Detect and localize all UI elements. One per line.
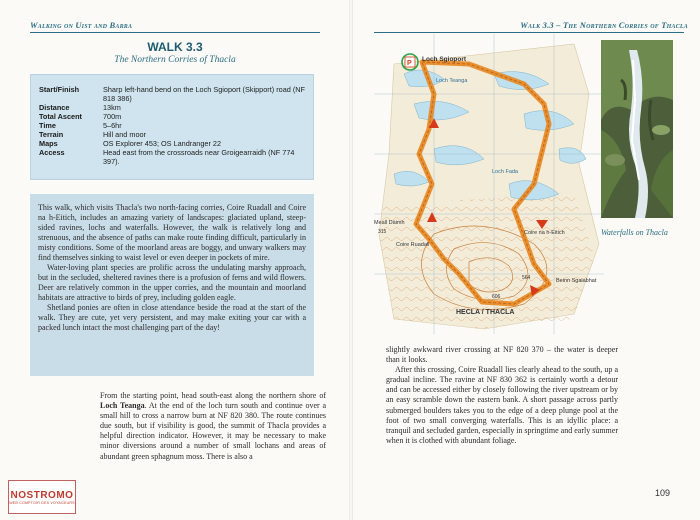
info-value: Head east from the crossroads near Groigearraidh (NF 774 397). bbox=[103, 148, 295, 166]
waterfall-photo bbox=[601, 40, 673, 218]
right-page bbox=[352, 0, 700, 520]
body-text-right bbox=[386, 345, 618, 446]
route-map bbox=[374, 34, 604, 334]
map-label-beinn-sgalabhat: Beinn Sgalabhat bbox=[556, 278, 597, 284]
body-paragraph: After this crossing, Coire Ruadall lies clearly ahead to the south, up a gradual incline. The ravine at NF 830 362 is certainly worth a detour and can be accessed either by closely following the river upstream or by an easy scramble down the eastern bank. A short passage across partly submerged boulders takes you to the edge of a deep plunge pool at the foot of two small converging waterfalls. This is an idyllic place: a tranquil and secluded garden, especially in springtime and early summer when it is clothed with abundant foliage. bbox=[386, 365, 618, 445]
intro-box bbox=[30, 194, 314, 376]
logo-subtext: WEB COMPTOIR DES VOYAGEURS bbox=[9, 500, 75, 505]
body-text-left bbox=[100, 391, 326, 462]
walk-subtitle: The Northern Corries of Thacla bbox=[114, 55, 236, 65]
intro-paragraph: Shetland ponies are often in close attendance beside the road at the start of the walk. They are cute, yet very persistent, and may make exiting your car with a packed lunch intact the most challenging part of the day! bbox=[38, 303, 306, 332]
running-head: Walk 3.3 – The Northern Corries of Thacla bbox=[520, 20, 688, 30]
info-value: Sharp left-hand bend on the Loch Sgioport (Skipport) road (NF 818 386) bbox=[103, 85, 305, 103]
body-text: . At the end of the loch turn south and continue over a small hill to cross a narrow burn at NF 820 380. The route continues due south, but if visibility is good, the summit of Thacla provides a helpful direction indicator. However, it may be necessary to make minor diversions around a number of small lochans and areas of abundant green sphagnum moss. There is also a bbox=[100, 401, 327, 461]
body-paragraph: slightly awkward river crossing at NF 820 370 – the water is deeper than it looks. bbox=[386, 345, 618, 365]
photo-caption: Waterfalls on Thacla bbox=[601, 228, 668, 237]
map-label-coire-ruadall: Coire Ruadall bbox=[396, 242, 430, 248]
info-row bbox=[39, 112, 305, 121]
info-value: 700m bbox=[103, 112, 122, 121]
body-text: From the starting point, head south-east along the northern shore of bbox=[100, 391, 326, 400]
walk-title: WALK 3.3 bbox=[147, 40, 203, 54]
walk-info-box bbox=[30, 74, 314, 180]
info-key: Distance bbox=[39, 103, 70, 112]
nostromo-logo bbox=[8, 480, 76, 514]
info-row bbox=[39, 121, 305, 130]
info-row bbox=[39, 139, 305, 148]
map-label-summit: 606 bbox=[492, 294, 501, 300]
info-value: OS Explorer 453; OS Landranger 22 bbox=[103, 139, 222, 148]
map-label-meall-daimh: Meall Dàimh bbox=[374, 220, 405, 226]
map-loch bbox=[559, 148, 586, 164]
logo-text: NOSTROMO bbox=[10, 489, 74, 501]
svg-text:P: P bbox=[407, 60, 412, 67]
map-label-loch-teanga: Loch Teanga bbox=[436, 78, 468, 84]
running-head: Walking on Uist and Barra bbox=[30, 20, 133, 30]
info-key: Terrain bbox=[39, 130, 64, 139]
info-value: 5–6hr bbox=[103, 121, 122, 130]
intro-paragraph: Water-loving plant species are prolific across the undulating marshy approach, but in the secluded, sheltered ravines there is a profusion of ferns and wild flowers. Deer are relatively common in the upper corries, and the mountain and moorland habitats are attractive to birds of prey, including golden eagle. bbox=[38, 263, 306, 302]
info-row bbox=[39, 85, 305, 103]
map-label-loch-fada: Loch Fada bbox=[492, 169, 518, 175]
info-value: 13km bbox=[103, 103, 121, 112]
info-key: Time bbox=[39, 121, 56, 130]
info-row bbox=[39, 103, 305, 112]
place-name-bold: Loch Teanga bbox=[100, 401, 145, 411]
info-key: Maps bbox=[39, 139, 58, 148]
page-number: 109 bbox=[654, 488, 670, 498]
info-key: Total Ascent bbox=[39, 112, 82, 121]
map-label-spot-315: 315 bbox=[378, 229, 387, 235]
map-label-start: Loch Sgioport bbox=[422, 56, 467, 63]
body-paragraph bbox=[100, 391, 326, 462]
intro-paragraph: This walk, which visits Thacla's two north-facing corries, Coire Ruadall and Coire na h-Eitich, includes an amazing variety of landscapes: glaciated upland, steep-sided ravines, lochs and waterfalls. However, the walk is relatively long and strenuous, and the absence of paths can make route finding difficult, particularly in misty conditions. Some of the moorland areas are boggy, and unwary walkers may find themselves sinking to waist level or even deeper in pockets of mire. bbox=[38, 203, 306, 262]
map-label-hecla: HECLA / THACLA bbox=[456, 309, 515, 316]
info-value: Hill and moor bbox=[103, 130, 146, 139]
info-row bbox=[39, 148, 305, 166]
header-rule bbox=[30, 32, 320, 33]
header-rule bbox=[374, 32, 684, 33]
info-key: Access bbox=[39, 148, 65, 157]
map-label-spot-564: 564 bbox=[522, 275, 531, 281]
map-label-coire-eitich: Coire na h-Eitich bbox=[524, 230, 565, 236]
info-row bbox=[39, 130, 305, 139]
info-key: Start/Finish bbox=[39, 85, 80, 94]
